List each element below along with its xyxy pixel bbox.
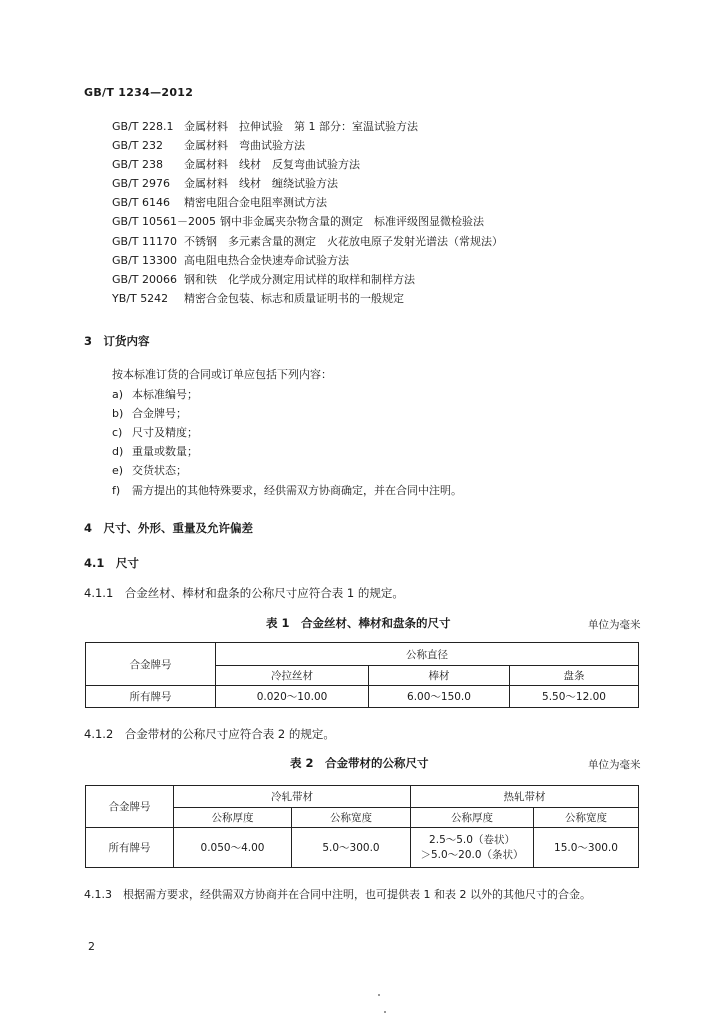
reference-item (112, 254, 349, 268)
order-item (112, 484, 462, 498)
hot-thickness-coil: 2.5～5.0（卷状） (429, 833, 515, 846)
reference-title: 高电阻电热合金快速寿命试验方法 (184, 254, 349, 267)
reference-item (112, 273, 415, 287)
reference-code: GB/T 6146 (112, 196, 170, 209)
scan-speck (378, 994, 380, 996)
table-2-cell-cold-width: 5.0～300.0 (292, 828, 411, 868)
reference-item (112, 177, 338, 191)
item-text: 尺寸及精度； (132, 426, 198, 439)
standard-code-header: GB/T 1234—2012 (84, 86, 194, 99)
table-1-cell-bar: 6.00～150.0 (369, 686, 510, 708)
reference-code: GB/T 10561－2005 (112, 215, 216, 228)
reference-title: 金属材料 弯曲试验方法 (184, 139, 305, 152)
reference-item (112, 196, 327, 210)
table-1-header-diameter: 公称直径 (216, 643, 639, 666)
table-1-header-grade: 合金牌号 (86, 643, 216, 686)
reference-title: 精密合金包装、标志和质量证明书的一般规定 (184, 292, 404, 305)
table-2-header-hot-thickness: 公称厚度 (411, 808, 534, 828)
item-letter: f) (112, 484, 121, 497)
order-item (112, 445, 198, 459)
reference-item (112, 139, 305, 153)
hot-thickness-strip: ＞5.0～20.0（条状） (420, 848, 524, 861)
item-text: 交货状态； (132, 464, 187, 477)
section-3-intro: 按本标准订货的合同或订单应包括下列内容： (112, 368, 332, 381)
section-4-heading: 4 尺寸、外形、重量及允许偏差 (84, 521, 253, 535)
table-1-cell-coil: 5.50～12.00 (510, 686, 639, 708)
reference-title: 金属材料 线材 反复弯曲试验方法 (184, 158, 360, 171)
table-2-cell-hot-width: 15.0～300.0 (534, 828, 639, 868)
reference-title: 不锈钢 多元素含量的测定 火花放电原子发射光谱法（常规法） (184, 235, 503, 248)
item-letter: a) (112, 388, 124, 401)
item-text: 本标准编号； (132, 388, 198, 401)
table-2-header-cold-rolled: 冷轧带材 (174, 786, 411, 808)
table-2-header-hot-rolled: 热轧带材 (411, 786, 639, 808)
page-number: 2 (88, 940, 95, 953)
reference-item (112, 292, 404, 306)
table-2-unit: 单位为毫米 (588, 759, 641, 771)
item-letter: e) (112, 464, 124, 477)
reference-title: 钢和铁 化学成分测定用试样的取样和制样方法 (184, 273, 415, 286)
order-item (112, 388, 198, 402)
table-1-header-bar: 棒材 (369, 666, 510, 686)
table-1 (85, 642, 639, 708)
table-2-cell-hot-thickness (411, 828, 534, 868)
reference-item (112, 120, 418, 134)
item-text: 重量或数量； (132, 445, 198, 458)
reference-code: GB/T 20066 (112, 273, 177, 286)
table-row (86, 686, 639, 708)
reference-title: 钢中非金属夹杂物含量的测定 标准评级图显微检验法 (220, 215, 484, 228)
reference-code: GB/T 238 (112, 158, 163, 171)
item-letter: d) (112, 445, 124, 458)
item-text: 合金牌号； (132, 407, 187, 420)
reference-item (112, 235, 503, 249)
reference-code: YB/T 5242 (112, 292, 169, 305)
reference-code: GB/T 2976 (112, 177, 170, 190)
table-2-caption: 表 2 合金带材的公称尺寸 (290, 756, 429, 770)
table-1-unit: 单位为毫米 (588, 619, 641, 631)
paragraph-4-1-3: 4.1.3 根据需方要求，经供需双方协商并在合同中注明，也可提供表 1 和表 2 以外的其他尺寸的合金。 (84, 888, 591, 901)
table-2-cell-cold-thickness: 0.050～4.00 (174, 828, 292, 868)
table-1-cell-wire: 0.020～10.00 (216, 686, 369, 708)
order-item (112, 407, 187, 421)
reference-title: 精密电阻合金电阻率测试方法 (184, 196, 327, 209)
reference-title: 金属材料 线材 缠绕试验方法 (184, 177, 338, 190)
table-1-caption: 表 1 合金丝材、棒材和盘条的尺寸 (266, 616, 451, 630)
table-2-header-cold-thickness: 公称厚度 (174, 808, 292, 828)
order-item (112, 464, 187, 478)
reference-code: GB/T 232 (112, 139, 163, 152)
scan-speck (384, 1011, 386, 1013)
table-2 (85, 785, 639, 868)
table-1-header-cold-drawn-wire: 冷拉丝材 (216, 666, 369, 686)
reference-title: 金属材料 拉伸试验 第 1 部分：室温试验方法 (184, 120, 418, 133)
reference-code: GB/T 13300 (112, 254, 177, 267)
table-1-cell-grade: 所有牌号 (86, 686, 216, 708)
order-item (112, 426, 198, 440)
table-1-header-coil: 盘条 (510, 666, 639, 686)
table-2-header-hot-width: 公称宽度 (534, 808, 639, 828)
item-text: 需方提出的其他特殊要求，经供需双方协商确定，并在合同中注明。 (132, 484, 462, 497)
item-letter: c) (112, 426, 123, 439)
reference-item (112, 215, 484, 229)
table-row (86, 828, 639, 868)
section-4-1-heading: 4.1 尺寸 (84, 556, 139, 570)
reference-code: GB/T 11170 (112, 235, 177, 248)
item-letter: b) (112, 407, 124, 420)
reference-code: GB/T 228.1 (112, 120, 174, 133)
paragraph-4-1-1: 4.1.1 合金丝材、棒材和盘条的公称尺寸应符合表 1 的规定。 (84, 586, 404, 600)
table-2-header-grade: 合金牌号 (86, 786, 174, 828)
table-2-cell-grade: 所有牌号 (86, 828, 174, 868)
reference-item (112, 158, 360, 172)
table-2-header-cold-width: 公称宽度 (292, 808, 411, 828)
section-3-heading: 3 订货内容 (84, 334, 150, 348)
paragraph-4-1-2: 4.1.2 合金带材的公称尺寸应符合表 2 的规定。 (84, 727, 335, 741)
